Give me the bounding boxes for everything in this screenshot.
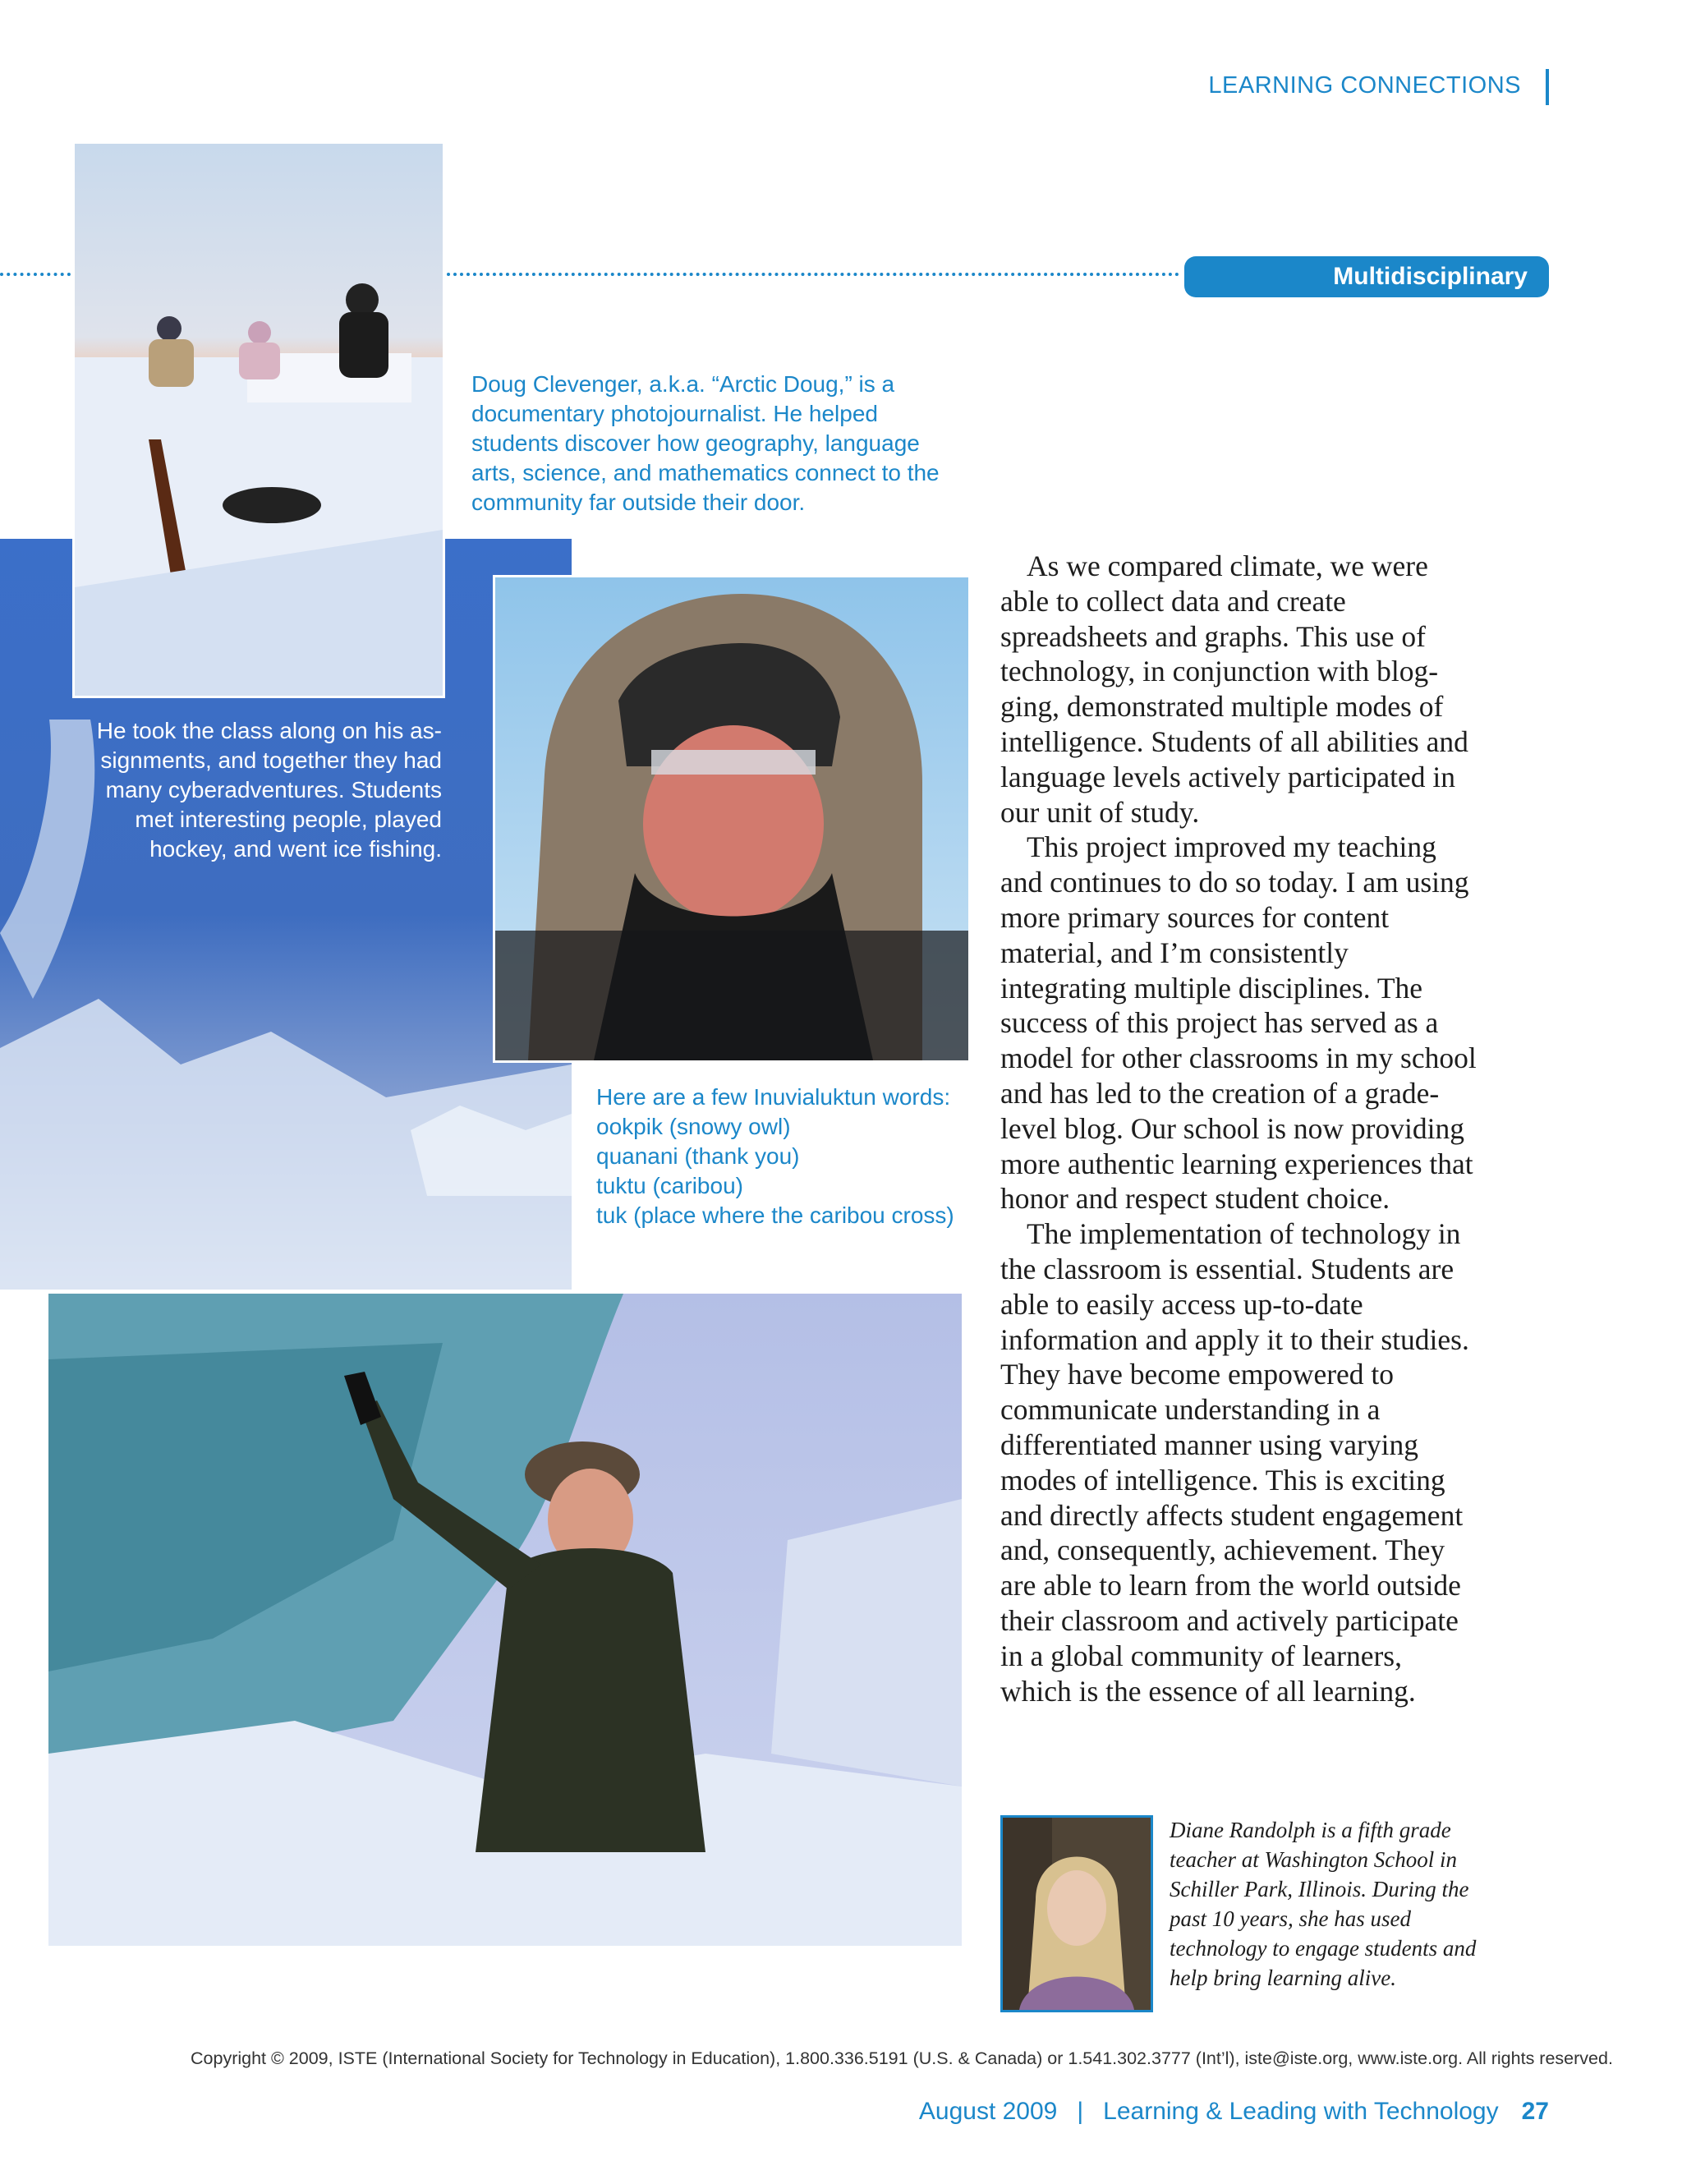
caption-line: ookpik (snowy owl) [596, 1114, 791, 1139]
body-paragraph: The implementation of technology in the classroom is essential. Students are able to easily access up-to-date information and apply it to their studies. They have become empowered to communicate understanding in a differentiated manner using varying modes of intelligence. This is exciting and directly affects student engagement and, consequently, achievement. They are able to learn from the world outside their classroom and actively participate in a global community of learners, which is the essence of all learning. [1000, 1217, 1469, 1708]
dotted-rule-left [0, 273, 71, 276]
adventures-caption [66, 716, 442, 864]
snow-house-photo [72, 141, 445, 698]
dotted-rule-right [447, 273, 1179, 276]
copyright-notice: Copyright © 2009, ISTE (International Society for Technology in Education), 1.800.336.5191 (U.S. & Canada) or 1.541.302.3777 (Int’l), iste@iste.org, www.iste.org. All rights reserved. [191, 2048, 1613, 2068]
article-body [1000, 549, 1477, 1708]
author-bio: Diane Randolph is a fifth grade teacher at Washington School in Schiller Park, Illinois. During the past 10 years, she has used technology to engage students and help bring learning alive. [1170, 1818, 1477, 1990]
caption-line: Here are a few Inuvialuktun words: [596, 1084, 951, 1110]
author-headshot [1000, 1815, 1153, 2012]
caption-line: hockey, and went ice fishing. [149, 836, 442, 862]
caption-line: met interesting people, played [135, 807, 442, 832]
doug-caption: Doug Clevenger, a.k.a. “Arctic Doug,” is a documentary photojournalist. He helped students discover how geography, language arts, science, and mathematics connect to the community far outside their door. [471, 371, 940, 515]
publication-name: Learning & Leading with Technology [1103, 2098, 1499, 2125]
caption-line: quanani (thank you) [596, 1143, 800, 1169]
ice-wall-photo [46, 1291, 964, 1948]
section-label: LEARNING CONNECTIONS [1208, 72, 1521, 99]
caption-line: tuk (place where the caribou cross) [596, 1202, 954, 1228]
caption-line: He took the class along on his as- [96, 718, 442, 743]
body-paragraph: This project improved my teaching and continues to do so today. I am using more primary sources for content material, and I’m consistently integrating multiple disciplines. The success of this project has served as a model for other classrooms in my school and has led to the creation of a grade-level blog. Our school is now providing more authentic learning experiences that honor and respect student choice. [1000, 830, 1477, 1216]
inuvialuktun-caption [596, 1083, 974, 1230]
footer-separator: | [1077, 2098, 1084, 2125]
caption-line: tuktu (caribou) [596, 1173, 743, 1198]
body-paragraph: As we compared climate, we were able to collect data and create spreadsheets and graphs. This use of technology, in conjunction with blogging, demonstrated multiple modes of intelligence. Students of all abilities and language levels actively participated in our unit of study. [1000, 549, 1468, 829]
page-footer [919, 2098, 1549, 2126]
section-divider [1546, 69, 1549, 105]
page-number: 27 [1521, 2098, 1549, 2125]
caption-line: signments, and together they had [100, 747, 442, 773]
portrait-photo [493, 575, 971, 1063]
caption-line: many cyberadventures. Students [105, 777, 442, 802]
category-tag: Multidisciplinary [1184, 256, 1549, 297]
issue-date: August 2009 [918, 2098, 1058, 2125]
